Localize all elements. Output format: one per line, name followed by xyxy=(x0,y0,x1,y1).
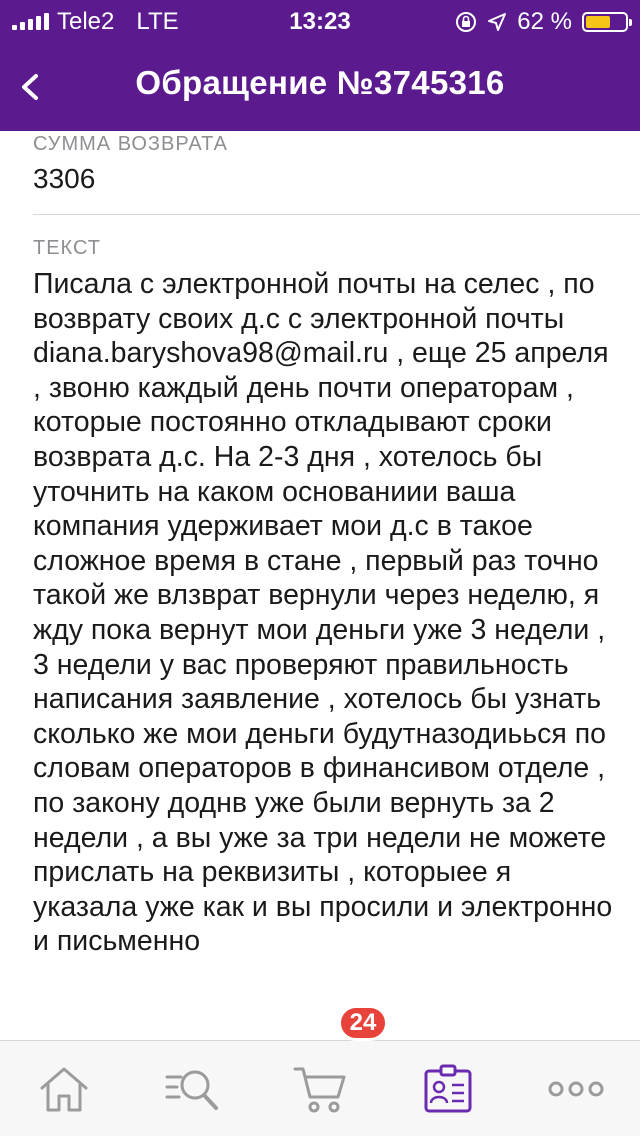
message-text: Писала с электронной почты на селес , по возврату своих д.с с электронной почты diana.baryshova98@mail.ru , еще 25 апреля , звоню каждый день почти операторам , которые постоянно откладывают сроки возврата д.с. На 2-3 дня , хотелось бы уточнить на каком основаниии ваша компания удерживает мои д.с в такое сложное время в стане , первый раз точно такой же влзврат вернули через неделю, я жду пока вернут мои деньги уже 3 недели , 3 недели у вас проверяют правильность написания заявление , хотелось бы узнать сколько же мои деньги будутназодиьься по словам операторов в финансивом отделе , по закону доднв уже были вернуть за 2 недели , а вы уже за три недели не можете прислать на реквизиты , которыее я указала уже как и вы просили и электронно и письменно xyxy=(33,268,613,958)
id-card-icon xyxy=(422,1063,474,1115)
ticket-details[interactable] xyxy=(0,131,640,1040)
clock: 13:23 xyxy=(289,8,351,35)
page-title: Обращение №3745316 xyxy=(135,64,505,101)
battery-percent: 62 % xyxy=(517,8,572,35)
rotation-lock-icon xyxy=(455,11,477,33)
network-type: LTE xyxy=(136,8,179,35)
cart-icon xyxy=(292,1063,348,1115)
cart-count-badge: 24 xyxy=(338,1005,388,1041)
refund-amount-value: 3306 xyxy=(33,163,96,194)
refund-amount-label: СУММА ВОЗВРАТА xyxy=(33,133,229,155)
search-icon xyxy=(163,1065,221,1113)
more-icon xyxy=(546,1079,606,1099)
tab-cart[interactable] xyxy=(256,1041,384,1137)
carrier-name: Tele2 xyxy=(57,8,115,35)
location-arrow-icon xyxy=(487,12,507,32)
battery-icon xyxy=(582,12,628,32)
app-header xyxy=(0,0,640,131)
tab-profile[interactable] xyxy=(384,1041,512,1137)
tab-more[interactable] xyxy=(512,1041,640,1137)
tab-home[interactable] xyxy=(0,1041,128,1137)
tab-bar xyxy=(0,1040,640,1136)
divider xyxy=(33,214,640,215)
text-label: ТЕКСТ xyxy=(33,237,101,259)
status-bar xyxy=(0,0,640,42)
tab-search[interactable] xyxy=(128,1041,256,1137)
home-icon xyxy=(37,1064,91,1114)
